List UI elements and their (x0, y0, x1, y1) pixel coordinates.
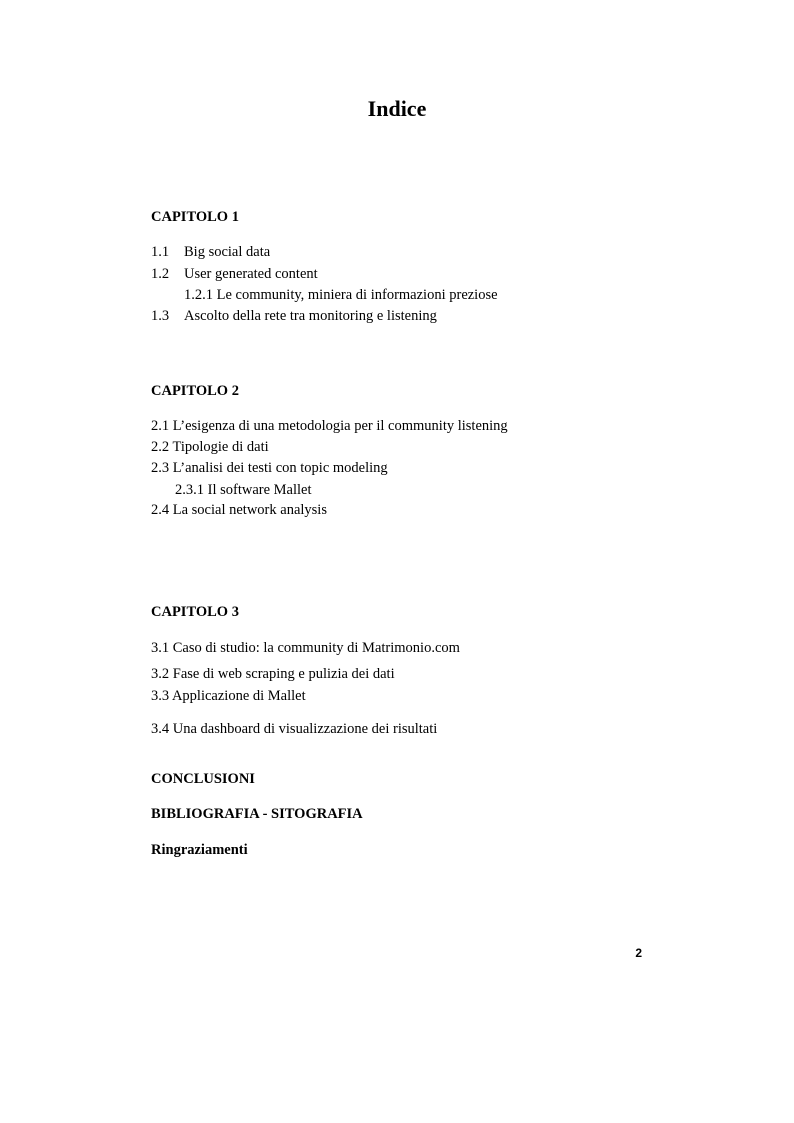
toc-entry (151, 243, 270, 261)
toc-entry: 3.4 Una dashboard di visualizzazione dei risultati (151, 721, 438, 737)
toc-entry-text: 1.2.1 Le community, miniera di informazioni preziose (184, 287, 498, 303)
toc-subentry (184, 286, 498, 304)
toc-entry: 2.4 La social network analysis (151, 502, 327, 518)
toc-entry: 2.2 Tipologie di dati (151, 439, 269, 455)
toc-entry-text: Ascolto della rete tra monitoring e listening (184, 308, 437, 324)
toc-entry-number: 1.3 (151, 308, 170, 324)
toc-entry: 2.1 L’esigenza di una metodologia per il community listening (151, 418, 508, 434)
toc-entry: 3.3 Applicazione di Mallet (151, 688, 306, 704)
acknowledgements-heading: Ringraziamenti (151, 842, 248, 858)
chapter-3-heading: CAPITOLO 3 (151, 604, 239, 620)
toc-entry: 3.1 Caso di studio: la community di Matrimonio.com (151, 640, 460, 656)
toc-subentry: 2.3.1 Il software Mallet (175, 482, 312, 498)
toc-entry: 3.2 Fase di web scraping e pulizia dei dati (151, 666, 395, 682)
bibliography-heading: BIBLIOGRAFIA - SITOGRAFIA (151, 806, 363, 822)
page-number: 2 (635, 946, 642, 960)
toc-entry-number: 1.2 (151, 266, 170, 282)
page-title: Indice (367, 96, 427, 121)
toc-entry-text: Big social data (184, 244, 271, 260)
chapter-1-heading: CAPITOLO 1 (151, 209, 239, 225)
conclusions-heading: CONCLUSIONI (151, 771, 255, 787)
chapter-2-heading: CAPITOLO 2 (151, 383, 239, 399)
toc-entry-number: 1.1 (151, 244, 170, 260)
toc-entry (151, 307, 437, 325)
toc-entry: 2.3 L’analisi dei testi con topic modeling (151, 460, 388, 476)
toc-entry-text: User generated content (184, 266, 318, 282)
toc-entry (151, 265, 318, 283)
